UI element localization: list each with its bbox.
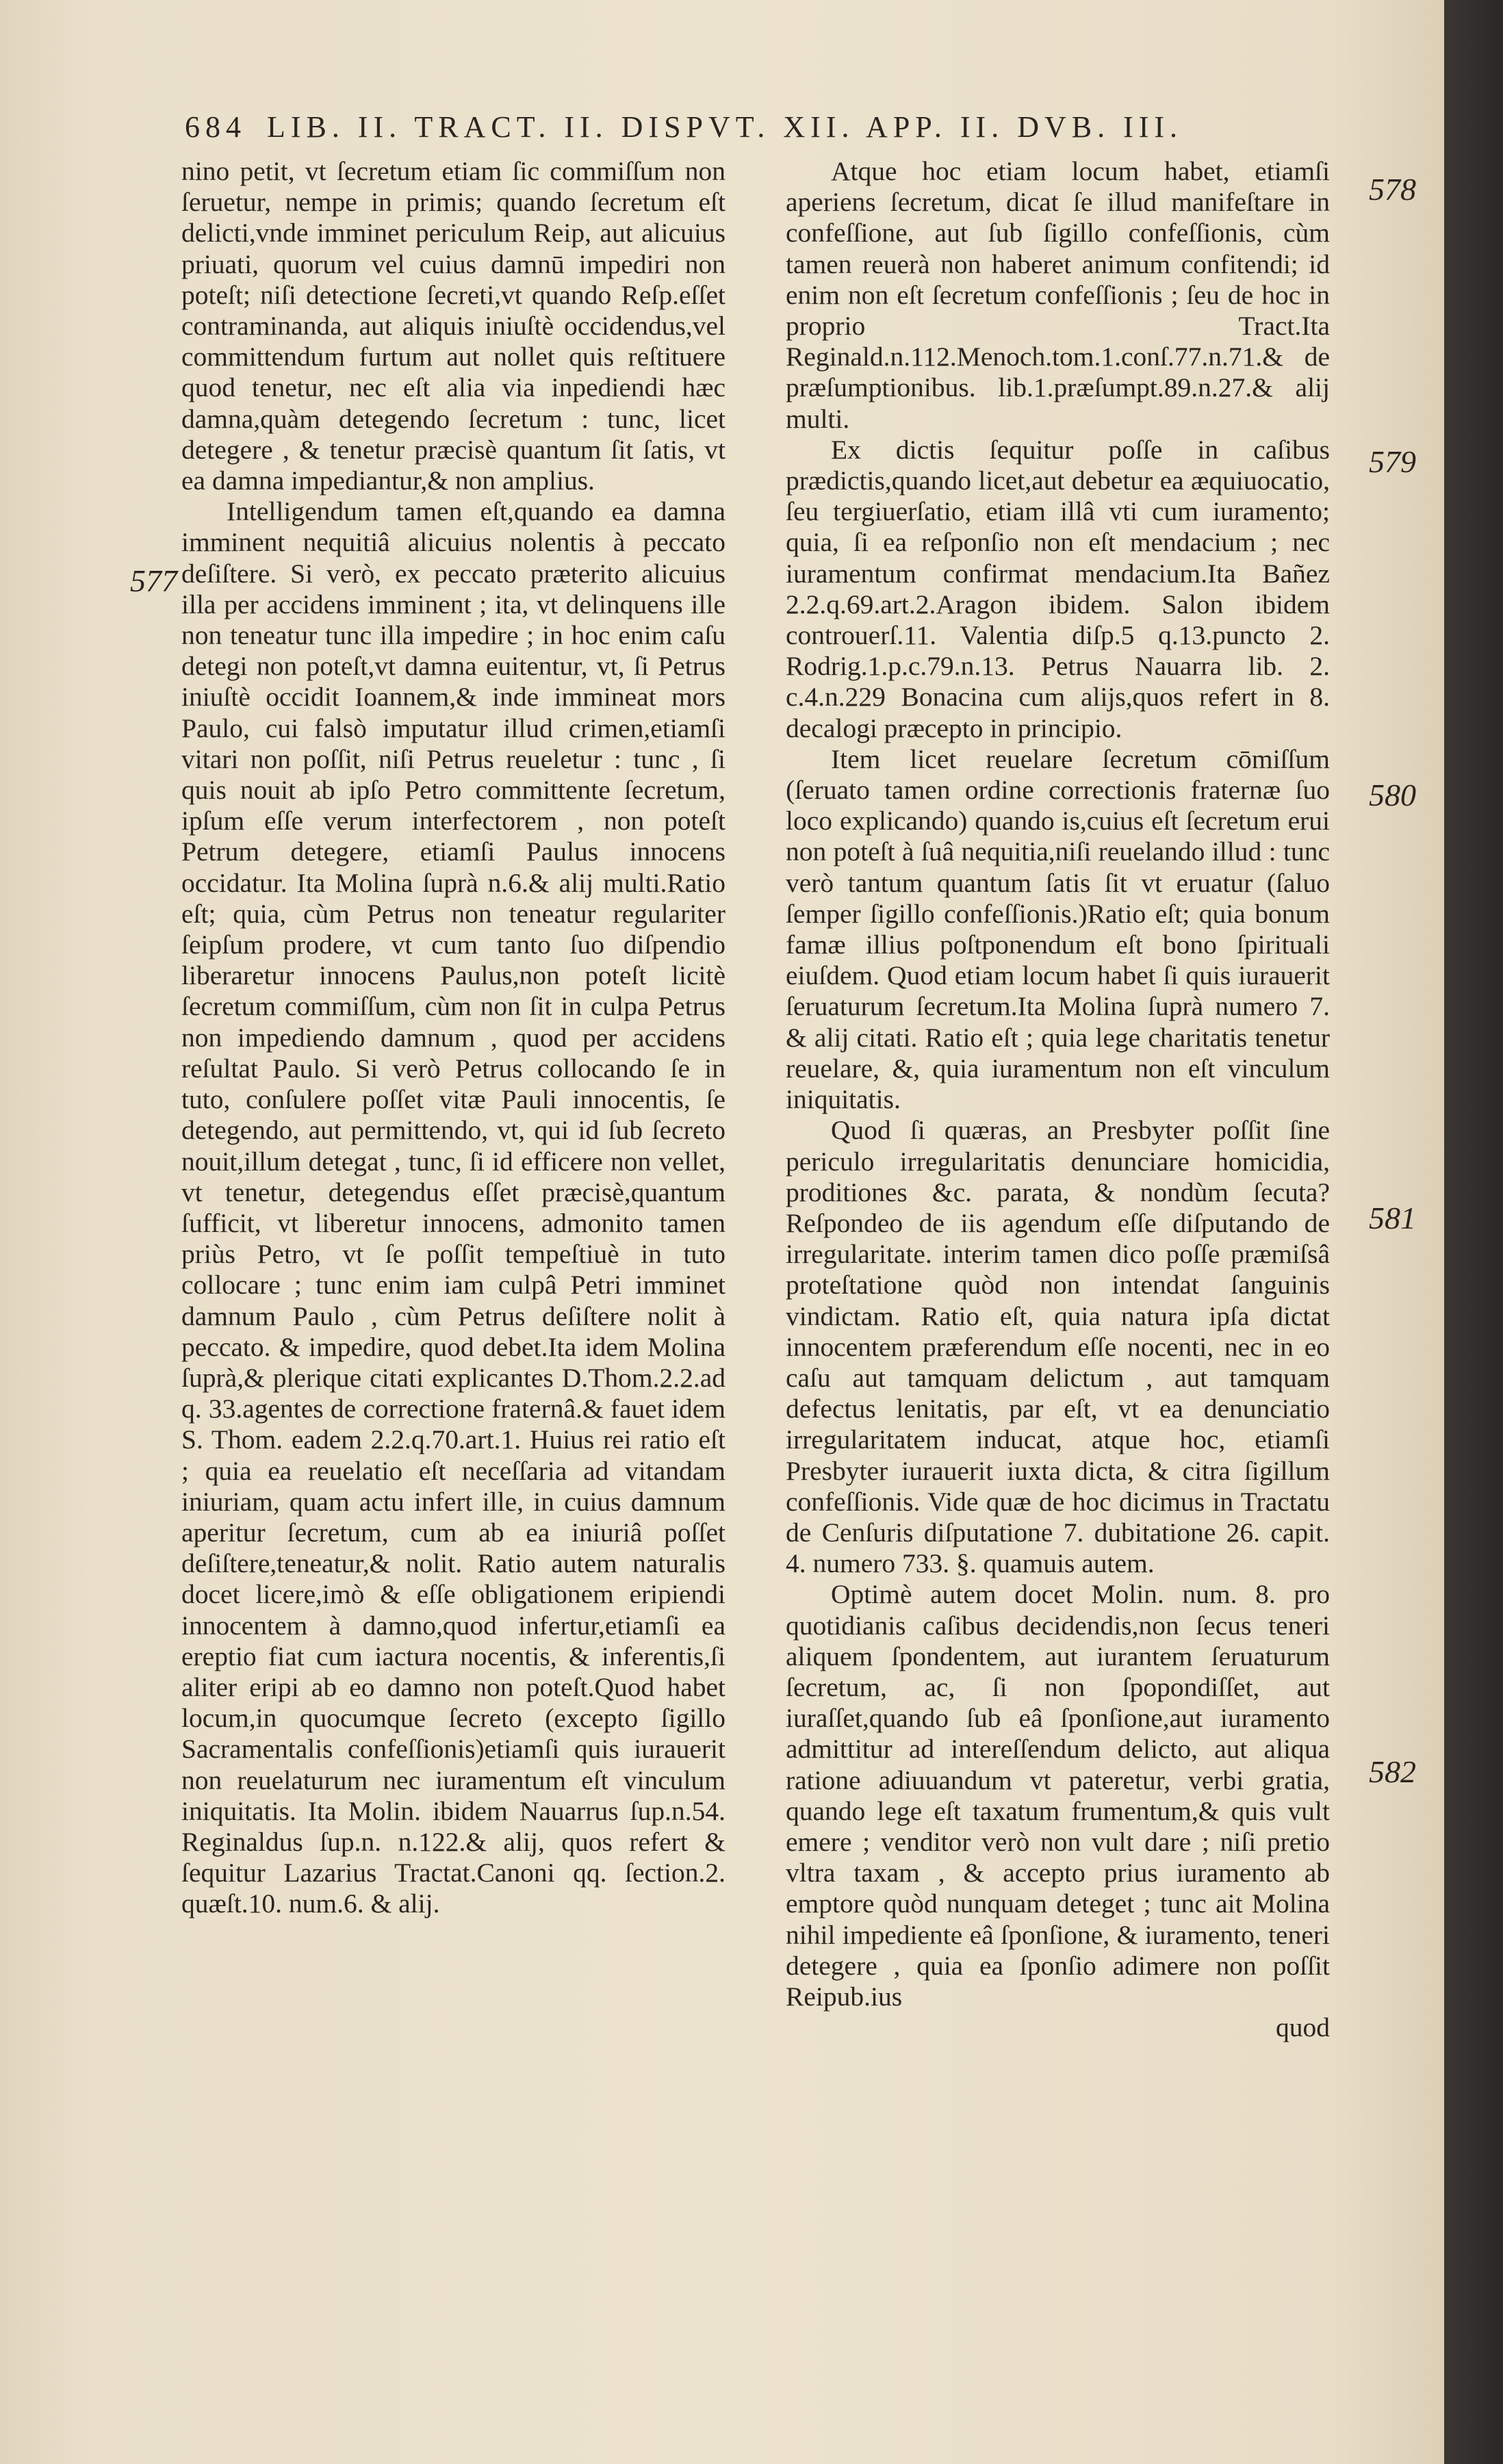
- margin-number-580: 580: [1369, 778, 1416, 812]
- paragraph-581: Quod ſi quæras, an Presbyter poſſit ſine periculo irregularitatis denunciare homicidia, proditiones &c. parata, & nondùm ſecuta? Reſpondeo de iis agendum eſſe diſputando de irregularitate. interim tamen dico poſſe præmiſsâ proteſtatione quòd non intendat ſanguinis vindictam. Ratio eſt, quia natura ipſa dictat innocentem præferendum eſſe nocenti, nec in eo caſu aut tamquam delictum , aut tamquam defectus lenitatis, par eſt, vt ea denunciatio irregularitatem inducat, atque hoc, etiamſi Presbyter iurauerit iuxta dicta, & citra ſigillum confeſſionis. Vide quæ de hoc dicimus in Tractatu de Cenſuris diſputatione 7. dubitatione 26. capit. 4. numero 733. §. quamuis autem.: [786, 1115, 1330, 1579]
- running-header: [185, 103, 1294, 151]
- paragraph-continuation: nino petit, vt ſecretum etiam ſic commiſſum non ſeruetur, nempe in primis; quando ſecretum eſt delicti,vnde imminet periculum Reip, aut alicuius priuati, quorum vel cuius damnū impediri non poteſt; niſi detectione ſecreti,vt quando Reſp.eſſet contraminanda, aut aliquis iniuſtè occidendus,vel committendum furtum aut nollet quis reſtituere quod tenetur, nec eſt alia via inpediendi hæc damna,quàm detegendo ſecretum : tunc, licet detegere , & tenetur præcisè quantum ſit ſatis, vt ea damna impediantur,& non amplius.: [181, 156, 725, 496]
- paragraph-582: Optimè autem docet Molin. num. 8. pro quotidianis caſibus decidendis,non ſecus teneri aliquem ſpondentem, aut iurantem ſeruaturum ſecretum, ac, ſi non ſpopondiſſet, aut iuraſſet,quando ſub eâ ſponſione,aut iuramento admittitur ad intereſſendum delicto, aut aliqua ratione adiuuandum vt pateretur, verbi gratia, quando lege eſt taxatum frumentum,& quis vult emere ; venditor verò non vult dare ; niſi pretio vltra taxam , & accepto prius iuramento ab emptore quòd nunquam deteget ; tunc ait Molina nihil impediente eâ ſponſione, & iuramento, teneri detegere , quia ea ſponſio adimere non poſſit Reipub.ius: [786, 1579, 1330, 2012]
- paragraph-577: Intelligendum tamen eſt,quando ea damna imminent nequitiâ alicuius nolentis à peccato deſiſtere. Si verò, ex peccato præterito alicuius illa per accidens imminent ; ita, vt delinquens ille non teneatur tunc illa impedire ; in hoc enim caſu detegi non poteſt,vt damna euitentur, vt, ſi Petrus iniuſtè occidit Ioannem,& inde immineat mors Paulo, cui falsò imputatur illud crimen,etiamſi vitari non poſſit, niſi Petrus reueletur : tunc , ſi quis nouit ab ipſo Petro committente ſecretum, ipſum eſſe verum interfectorem , non poteſt Petrum detegere, etiamſi Paulus innocens occidatur. Ita Molina ſuprà n.6.& alij multi.Ratio eſt; quia, cùm Petrus non teneatur regulariter ſeipſum prodere, vt cum tanto ſuo diſpendio liberaretur innocens Paulus,non poteſt licitè ſecretum commiſſum, cùm non ſit in culpa Petrus non impediendo damnum , quod per accidens reſultat Paulo. Si verò Petrus collocando ſe in tuto, conſulere poſſet vitæ Pauli innocentis, ſe detegendo, aut permittendo, vt, qui id ſub ſecreto nouit,illum detegat , tunc, ſi id efficere non vellet, vt tenetur, detegendus eſſet præcisè,quantum ſufficit, vt liberetur innocens, admonito tamen priùs Petro, vt ſe poſſit tempeſtiuè in tuto collocare ; tunc enim iam culpâ Petri imminet damnum Paulo , cùm Petrus deſiſtere nolit à peccato. & impedire, quod debet.Ita idem Molina ſuprà,& plerique citati explicantes D.Thom.2.2.ad q. 33.agentes de correctione fraternâ.& fauet idem S. Thom. eadem 2.2.q.70.art.1. Huius rei ratio eſt ; quia ea reuelatio eſt neceſſaria ad vitandam iniuriam, quam actu infert ille, in cuius damnum aperitur ſecretum, cum ab ea iniuriâ poſſet deſiſtere,teneatur,& nolit. Ratio autem naturalis docet licere,imò & eſſe obligationem eripiendi innocentem à damno,quod infertur,etiamſi ea ereptio fiat cum iactura nocentis, & inferentis,ſi aliter eripi ab eo damno non poteſt.Quod habet locum,in quocumque ſecreto (excepto ſigillo Sacramentalis confeſſionis)etiamſi quis iurauerit non reuelaturum nec iuramentum eſt vinculum iniquitatis. Ita Molin. ibidem Nauarrus ſup.n.54. Reginaldus ſup.n. n.122.& alij, quos refert & ſequitur Lazarius Tractat.Canoni qq. ſection.2. quæſt.10. num.6. & alij.: [181, 496, 725, 1919]
- catchword: quod: [1276, 2012, 1330, 2043]
- right-column: [786, 156, 1330, 2044]
- page-number: 684: [185, 110, 246, 144]
- margin-number-577: 577: [130, 563, 177, 598]
- book-spine-shadow: [1444, 0, 1503, 2464]
- margin-number-579: 579: [1369, 444, 1416, 479]
- paragraph-579: Ex dictis ſequitur poſſe in caſibus prædictis,quando licet,aut debetur ea æquiuocatio, ſeu tergiuerſatio, etiam illâ vti cum iuramento; quia, ſi ea reſponſio non eſt mendacium ; nec iuramentum confirmat mendacium.Ita Bañez 2.2.q.69.art.2.Aragon ibidem. Salon ibidem controuerſ.11. Valentia diſp.5 q.13.puncto 2. Rodrig.1.p.c.79.n.13. Petrus Nauarra lib. 2. c.4.n.229 Bonacina cum alijs,quos refert in 8. decalogi præcepto in principio.: [786, 434, 1330, 743]
- margin-number-578: 578: [1369, 172, 1416, 207]
- left-column: [181, 156, 725, 1920]
- paragraph-578: Atque hoc etiam locum habet, etiamſi aperiens ſecretum, dicat ſe illud manifeſtare in confeſſione, aut ſub ſigillo confeſſionis, cùm tamen reuerà non haberet animum confitendi; id enim non eſt ſecretum confeſſionis ; ſeu de hoc in proprio Tract.Ita Reginald.n.112.Menoch.tom.1.conſ.77.n.71.& de præſumptionibus. lib.1.præſumpt.89.n.27.& alij multi.: [786, 156, 1330, 434]
- running-title: LIB. II. TRACT. II. DISPVT. XII. APP. II. DVB. III.: [267, 110, 1183, 144]
- margin-number-581: 581: [1369, 1201, 1416, 1235]
- margin-number-582: 582: [1369, 1754, 1416, 1789]
- paragraph-580: Item licet reuelare ſecretum cōmiſſum (ſeruato tamen ordine correctionis fraternæ ſuo loco explicando) quando is,cuius eſt ſecretum erui non poteſt à ſuâ nequitia,niſi reuelando illud : tunc verò tantum quantum ſatis ſit vt eruatur (ſaluo ſemper ſigillo confeſſionis.)Ratio eſt; quia bonum famæ illius poſtponendum eſt bono ſpirituali eiuſdem. Quod etiam locum habet ſi quis iurauerit ſeruaturum ſecretum.Ita Molina ſuprà numero 7. & alij citati. Ratio eſt ; quia lege charitatis tenetur reuelare, &, quia iuramentum non eſt vinculum iniquitatis.: [786, 743, 1330, 1115]
